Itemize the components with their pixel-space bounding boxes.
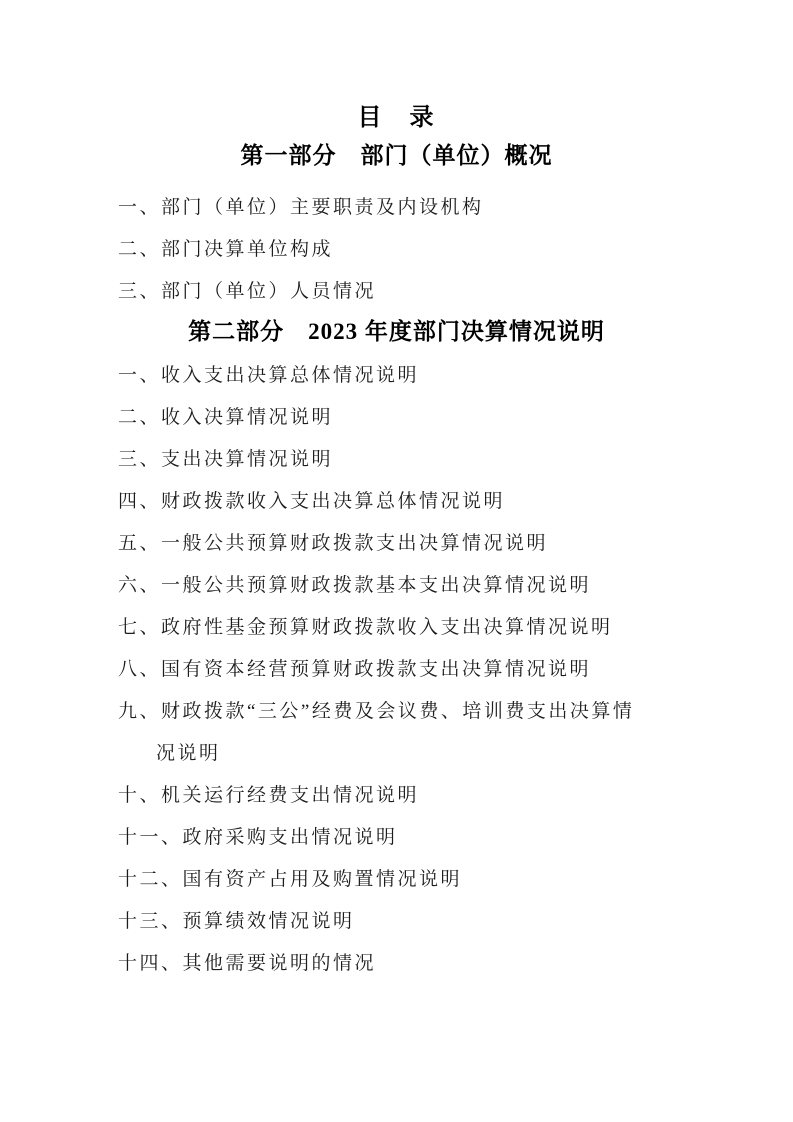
toc-item-part2-8: 八、国有资本经营预算财政拨款支出决算情况说明: [118, 659, 592, 680]
part-1-toc-list: [118, 187, 645, 313]
toc-item-part2-12: 十二、国有资产占用及购置情况说明: [118, 869, 463, 890]
part-1-heading: 第一部分 部门（单位）概况: [240, 143, 553, 168]
toc-item-part1-3: 三、部门（单位）人员情况: [118, 281, 377, 302]
toc-item-part2-2: 二、收入决算情况说明: [118, 407, 334, 428]
part-2-toc-list: [118, 355, 645, 985]
toc-item-part2-6: 六、一般公共预算财政拨款基本支出决算情况说明: [118, 575, 592, 596]
toc-item-part2-5: 五、一般公共预算财政拨款支出决算情况说明: [118, 533, 549, 554]
toc-item-part1-1: 一、部门（单位）主要职责及内设机构: [118, 197, 484, 218]
toc-item-part1-2: 二、部门决算单位构成: [118, 239, 334, 260]
toc-item-part2-11: 十一、政府采购支出情况说明: [118, 827, 398, 848]
toc-item-part2-14: 十四、其他需要说明的情况: [118, 953, 377, 974]
toc-item-part2-7: 七、政府性基金预算财政拨款收入支出决算情况说明: [118, 617, 613, 638]
page-title: 目 录: [357, 105, 436, 131]
toc-item-part2-9: 九、财政拨款“三公”经费及会议费、培训费支出决算情况说明: [118, 701, 635, 764]
toc-item-part2-10: 十、机关运行经费支出情况说明: [118, 785, 420, 806]
part-2-heading: 第二部分 2023 年度部门决算情况说明: [188, 319, 605, 344]
toc-item-part2-3: 三、支出决算情况说明: [118, 449, 334, 470]
toc-item-part2-13: 十三、预算绩效情况说明: [118, 911, 355, 932]
toc-item-part2-1: 一、收入支出决算总体情况说明: [118, 365, 420, 386]
toc-item-part2-4: 四、财政拨款收入支出决算总体情况说明: [118, 491, 506, 512]
